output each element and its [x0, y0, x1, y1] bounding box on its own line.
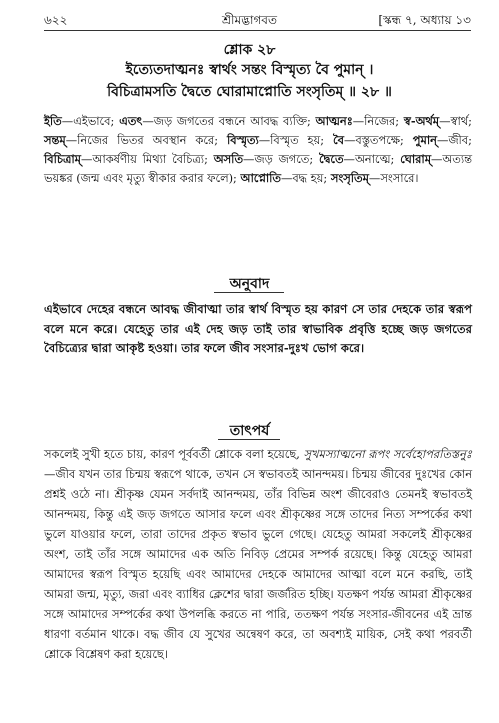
synonym-word: দ্বৈতে — [319, 152, 344, 166]
synonym-meaning: স্বার্থ — [450, 114, 469, 128]
verse-line-2: বিচিত্রামসতি দ্বৈতে ঘোরামাপ্নোতি সংসৃতিম্ ॥ ২৮ ॥ — [107, 84, 392, 100]
synonym-word: ইতি — [44, 114, 62, 128]
word-by-word-synonyms: ইতি—এইভাবে; এতৎ—জড় জগতের বন্ধনে আবদ্ধ ব্যক্তি; আত্মনঃ—নিজের; স্ব-অর্থম্—স্বার্থ; সন্তম্—নিজের ভিতর অবস্থান করে; বিস্মৃত্য—বিস্মৃত হয়; বৈ—বস্তুতপক্ষে; পুমান্—জীব; বিচিত্রাম্—আকর্ষণীয় মিথ্যা বৈচিত্র্য; অসতি—জড় জগতে; দ্বৈতে—অনাত্মে; ঘোরাম্—অত্যন্ত ভয়ঙ্কর (জন্ম এবং মৃত্যু স্বীকার করার ফলে); আপ্নোতি—বদ্ধ হয়; সংসৃতিম্—সংসারে। — [44, 114, 472, 185]
synonym-word: পুমান্ — [412, 133, 437, 147]
synonym-meaning: আকর্ষণীয় মিথ্যা বৈচিত্র্য — [92, 152, 205, 166]
page-number: ৬২২ — [44, 13, 68, 27]
chapter-location: [স্কন্ধ ৭, অধ্যায় ১৩ — [378, 13, 471, 27]
synonym-meaning: বিস্মৃত হয় — [270, 133, 321, 147]
purport-quote: সুখমস্যাত্মনো রূপং সর্বেহোপরতিস্তনুঃ — [303, 447, 472, 461]
synonym-meaning: সংসারে। — [380, 171, 419, 185]
verse-label: শ্লোক ২৮ — [223, 42, 276, 58]
purport-text — [44, 444, 472, 664]
header-rule — [44, 30, 471, 31]
book-title: শ্রীমদ্ভাগবত — [221, 13, 277, 27]
synonym-meaning: নিজের ভিতর অবস্থান করে — [77, 133, 215, 147]
verse-line-1: ইত্যেতদাত্মনঃ স্বার্থং সন্তং বিস্মৃত্য বৈ পুমান্ । — [125, 62, 374, 78]
synonym-word: আত্মনঃ — [315, 114, 353, 128]
synonym-meaning: জড় জগতে — [254, 152, 310, 166]
synonym-word: ঘোরাম্ — [400, 152, 432, 166]
synonym-word: বিচিত্রাম্ — [44, 152, 82, 166]
synonym-meaning: জীব — [448, 133, 469, 147]
synonym-word: বৈ — [333, 133, 344, 147]
synonym-meaning: বস্তুতপক্ষে — [355, 133, 401, 147]
synonym-word: অসতি — [213, 152, 243, 166]
page-header — [0, 8, 499, 32]
synonym-meaning: জড় জগতের বন্ধনে আবদ্ধ ব্যক্তি — [153, 114, 307, 128]
synonym-word: সন্তম্ — [44, 133, 66, 147]
synonym-word: বিস্মৃত্য — [226, 133, 259, 147]
synonym-word: এতৎ — [119, 114, 143, 128]
translation-title-underline — [214, 292, 284, 293]
translation-text: এইভাবে দেহের বন্ধনে আবদ্ধ জীবাত্মা তার স্বার্থ বিস্মৃত হয় কারণ সে তার দেহকে তার স্বরূপ বলে মনে করে। যেহেতু তার এই দেহ জড় তাই তার স্বাভাবিক প্রবৃত্তি হচ্ছে জড় জগতের বৈচিত্র্যের দ্বারা আকৃষ্ট হওয়া। তার ফলে জীব সংসার-দুঃখ ভোগ করে। — [44, 302, 472, 355]
synonym-word: সংসৃতিম্ — [330, 171, 369, 185]
synonym-meaning: অনাত্মে — [354, 152, 391, 166]
synonym-meaning: বদ্ধ হয় — [292, 171, 324, 185]
purport-text-before: সকলেই সুখী হতে চায়, কারণ পূর্ববর্তী শ্লোকে বলা হয়েছে, — [44, 447, 304, 461]
translation-title: অনুবাদ — [229, 276, 270, 292]
synonym-meaning: অত্যন্ত ভয়ঙ্কর (জন্ম এবং মৃত্যু স্বীকার করার ফলে) — [44, 152, 472, 185]
purport-text-after: —জীব যখন তার চিন্ময় স্বরূপে থাকে, তখন সে স্বভাবতই আনন্দময়। চিন্ময় জীবের দুঃখের কোন প্রশ্নই ওঠে না। শ্রীকৃষ্ণ যেমন সর্বদাই আনন্দময়, তাঁর বিভিন্ন অংশ জীবেরাও তেমনই স্বভাবতই আনন্দময়, কিন্তু এই জড় জগতে আসার ফলে এবং শ্রীকৃষ্ণের সঙ্গে তাদের নিত্য সম্পর্কের কথা ভুলে যাওয়ার ফলে, তারা তাদের প্রকৃত স্বভাব ভুলে গেছে। যেহেতু আমরা সকলেই শ্রীকৃষ্ণের অংশ, তাই তাঁর সঙ্গে আমাদের এক অতি নিবিড় প্রেমের সম্পর্ক রয়েছে। কিন্তু যেহেতু আমরা আমাদের স্বরূপ বিস্মৃত হয়েছি এবং আমাদের দেহকে আমাদের আত্মা বলে মনে করছি, তাই আমরা জন্ম, মৃত্যু, জরা এবং ব্যাধির ক্লেশের দ্বারা জর্জরিত হচ্ছি। যতক্ষণ পর্যন্ত আমরা শ্রীকৃষ্ণের সঙ্গে আমাদের সম্পর্কের কথা উপলব্ধি করতে না পারি, ততক্ষণ পর্যন্ত সংসার-জীবনের এই ভ্রান্ত ধারণা বর্তমান থাকে। বদ্ধ জীব যে সুখের অন্বেষণ করে, তা অবশ্যই মায়িক, সেই কথা পরবর্তী শ্লোকে বিশ্লেষণ করা হয়েছে। — [44, 467, 472, 661]
synonym-meaning: নিজের — [364, 114, 396, 128]
synonym-word: স্ব-অর্থম্ — [403, 114, 440, 128]
purport-title: তাৎপর্য — [229, 423, 270, 439]
synonym-meaning: এইভাবে — [73, 114, 111, 128]
synonym-word: আপ্নোতি — [240, 171, 281, 185]
purport-title-underline — [218, 439, 280, 440]
